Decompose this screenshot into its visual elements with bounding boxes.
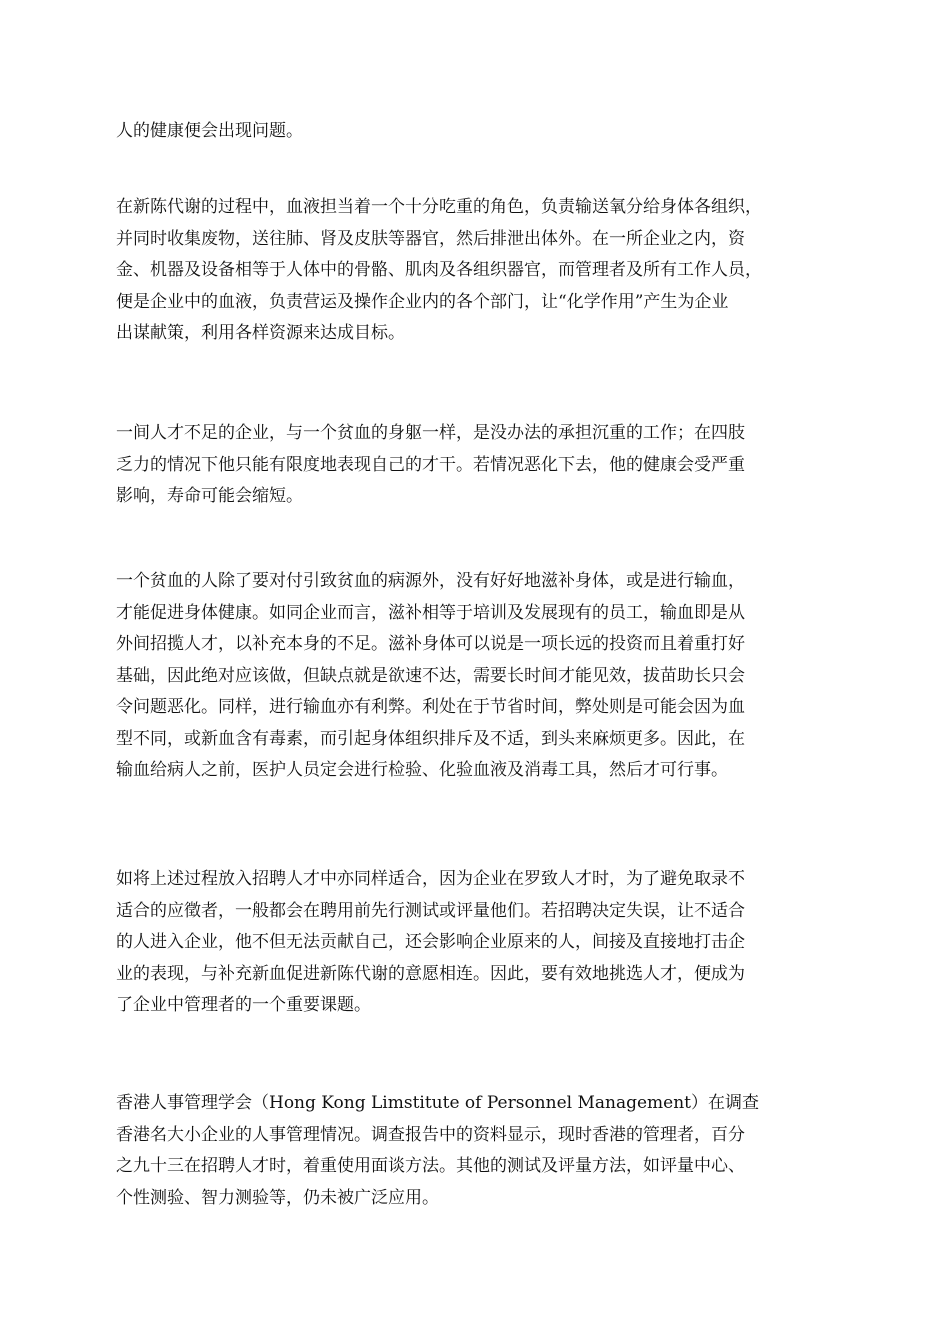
paragraph-4: 一个贫血的人除了要对付引致贫血的病源外，没有好好地滋补身体，或是进行输血， 才能促进身体健康。如同企业而言，滋补相等于培训及发展现有的员工，输血即是从 外间招揽人才，以补充本身的不足。滋补身体可以说是一项长远的投资而且着重打好 基础，因此绝对应该做，但缺点就是欲速不达，需要长时间才能见效，拔苗助长只会 令问题恶化。同样，进行输血亦有利弊。利处在于节省时间，弊处则是可能会因为血 型不同，或新血含有毒素，而引起身体组织排斥及不适，到头来麻烦更多。因此，在 输血给病人之前，医护人员定会进行检验、化验血液及消毒工具，然后才可行事。 [116, 571, 745, 780]
paragraph-3: 一间人才不足的企业，与一个贫血的身躯一样，是没办法的承担沉重的工作；在四肢 乏力的情况下他只能有限度地表现自己的才干。若情况恶化下去，他的健康会受严重 影响，寿命可能会缩短。 [116, 423, 745, 506]
paragraph-1: 人的健康便会出现问题。 [116, 121, 303, 141]
paragraph-6: 香港人事管理学会（Hong Kong Limstitute of Personnel Management）在调查 香港名大小企业的人事管理情况。调查报告中的资料显示，现时香港的管理者，百分 之九十三在招聘人才时，着重使用面谈方法。其他的测试及评量方法，如评量中心、 个性测验、智力测验等，仍未被广泛应用。 [116, 1093, 760, 1208]
paragraph-2: 在新陈代谢的过程中，血液担当着一个十分吃重的角色，负责输送氧分给身体各组织， 并同时收集废物，送往肺、肾及皮肤等器官，然后排泄出体外。在一所企业之内，资 金、机器及设备相等于人体中的骨骼、肌肉及各组织器官，而管理者及所有工作人员， 便是企业中的血液，负责营运及操作企业内的各个部门，让“化学作用”产生为企业 出谋献策，利用各样资源来达成目标。 [116, 197, 762, 343]
paragraph-5: 如将上述过程放入招聘人才中亦同样适合，因为企业在罗致人才时，为了避免取录不 适合的应徵者，一般都会在聘用前先行测试或评量他们。若招聘决定失误，让不适合 的人进入企业，他不但无法贡献自己，还会影响企业原来的人，间接及直接地打击企 业的表现，与补充新血促进新陈代谢的意愿相连。因此，要有效地挑选人才，便成为 了企业中管理者的一个重要课题。 [116, 869, 745, 1015]
